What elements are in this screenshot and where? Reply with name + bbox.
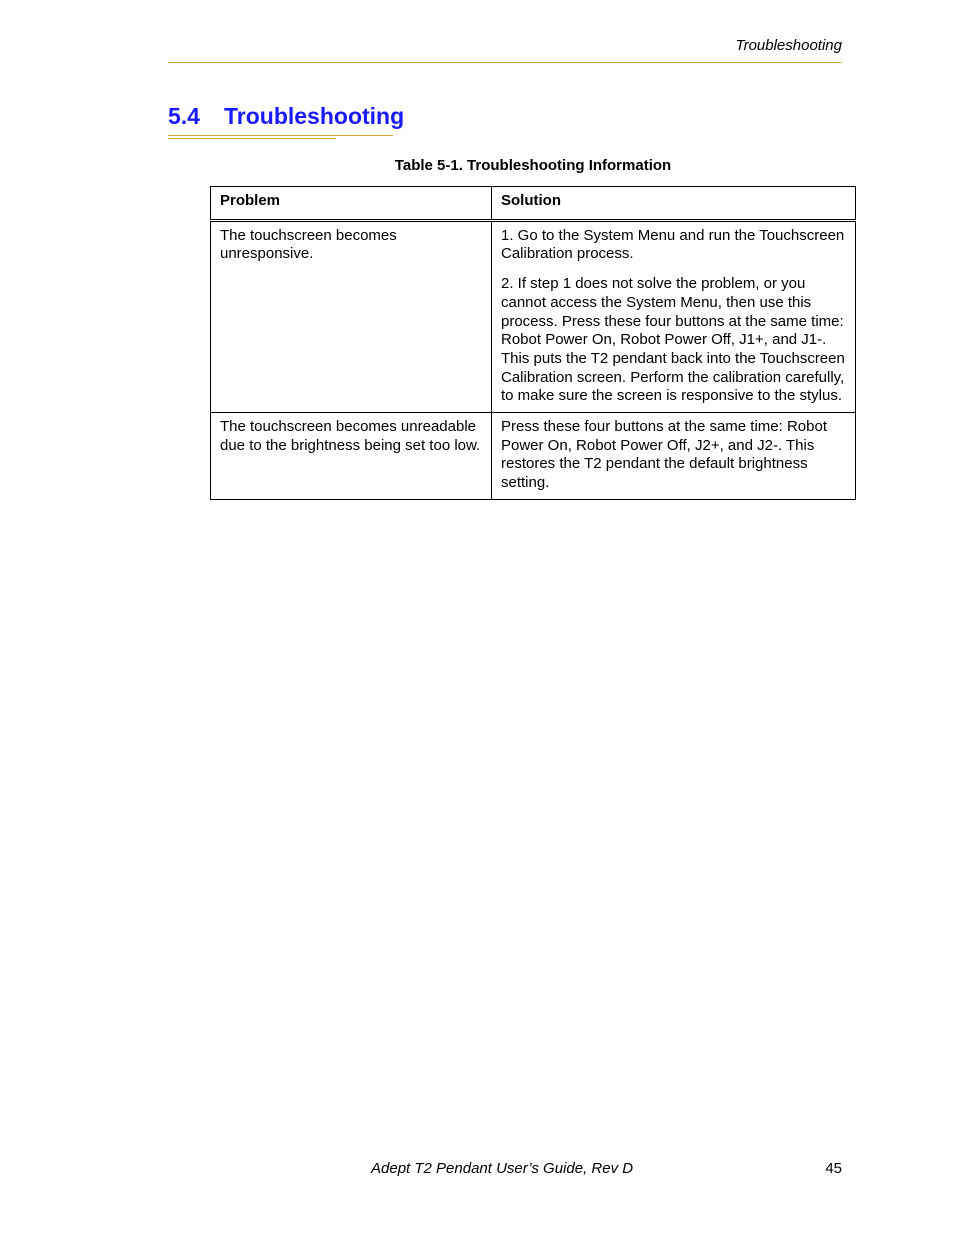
solution-step: 2. If step 1 does not solve the problem, or you cannot access the System Menu, then use this process. Press these four buttons at the same time: Robot Power On, Robot Power Off, J1+, and J1-. This puts the T2 pendant back into the Touchscreen Calibration screen. Perform the calibration carefully, to make sure the screen is responsive to the stylus.	[501, 275, 845, 405]
section-number: 5.4	[168, 103, 200, 129]
table-row	[211, 220, 856, 412]
table-header-row	[211, 187, 856, 221]
problem-cell	[211, 220, 492, 412]
column-header-solution: Solution	[492, 187, 856, 221]
heading-rule	[168, 135, 393, 136]
solution-cell	[492, 413, 856, 500]
solution-step: 1. Go to the System Menu and run the Touchscreen Calibration process.	[501, 226, 845, 263]
problem-text: The touchscreen becomes unresponsive.	[220, 226, 397, 263]
footer-page-number: 45	[825, 1160, 842, 1177]
footer-document-title: Adept T2 Pendant User’s Guide, Rev D	[371, 1160, 634, 1177]
header-rule	[168, 62, 842, 63]
heading-rule-short	[168, 138, 336, 139]
column-header-problem: Problem	[211, 187, 492, 221]
section-title: Troubleshooting	[224, 103, 405, 129]
solution-cell	[492, 220, 856, 412]
solution-step: Press these four buttons at the same time: Robot Power On, Robot Power Off, J2+, and J2-. This restores the T2 pendant the default brightness setting.	[501, 418, 828, 492]
troubleshooting-table	[210, 186, 856, 500]
section-heading	[168, 103, 404, 130]
table-row	[211, 413, 856, 500]
problem-cell	[211, 413, 492, 500]
problem-text: The touchscreen becomes unreadable due to the brightness being set too low.	[220, 418, 481, 454]
running-header-title: Troubleshooting	[735, 37, 842, 54]
table-caption: Table 5-1. Troubleshooting Information	[394, 157, 672, 174]
